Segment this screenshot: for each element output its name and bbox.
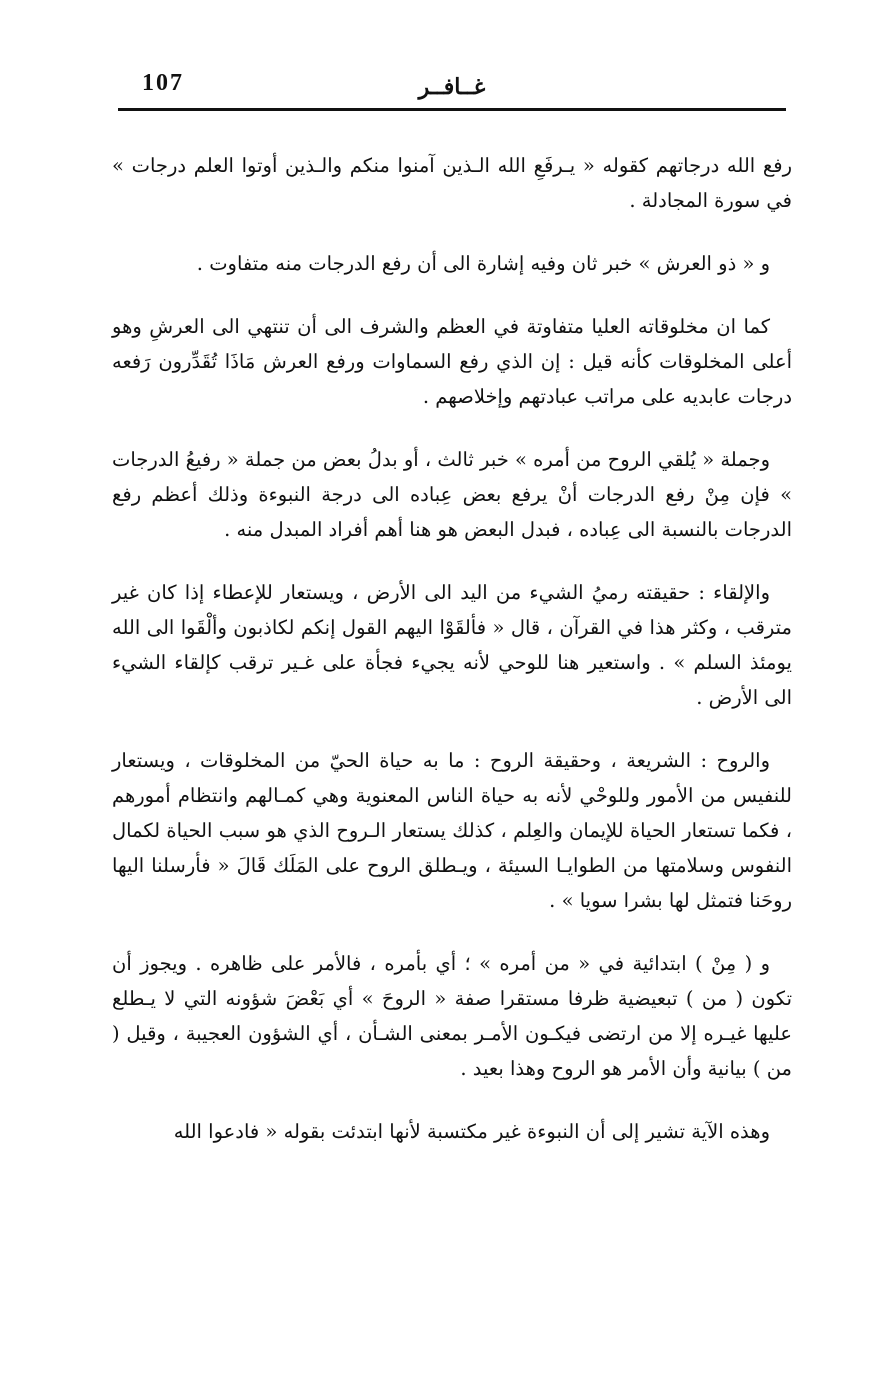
paragraph: وجملة « يُلقي الروح من أمره » خبر ثالث ، أو بدلُ بعض من جملة « رفيعُ الدرجات » فإن مِنْ رفع الدرجات أنْ يرفع بعض عِباده الى درجة النبوءة وذلك أعظم رفع الدرجات بالنسبة الى عِباده ، فبدل البعض هو هنا أهم أفراد المبدل منه . <box>112 448 792 541</box>
surah-title: غــافــر <box>418 74 486 100</box>
paragraph: رفع الله درجاتهم كقوله « يـرفَعِ الله الـذين آمنوا منكم والـذين أوتوا العلم درجات » في سورة المجادلة . <box>112 154 792 212</box>
paragraph: و « ذو العرش » خبر ثان وفيه إشارة الى أن رفع الدرجات منه متفاوت . <box>196 252 770 275</box>
body-text <box>112 148 792 1177</box>
paragraph: والروح : الشريعة ، وحقيقة الروح : ما به حياة الحيّ من المخلوقات ، ويستعار للنفيس من الأمور وللوحْي لأنه به حياة الناس المعنوية وهي كمـالهم وانتظام أمورهم ، فكما تستعار الحياة للإيمان والعِلم ، كذلك يستعار الـروح الذي هو سبب الحياة لكمال النفوس وسلامتها من الطوايـا السيئة ، ويـطلق الروح على المَلَك قَالَ « فأرسلنا اليها روحَنا فتمثل لها بشرا سويا » . <box>112 749 792 912</box>
paragraph: و ( مِنْ ) ابتدائية في « من أمره » ؛ أي بأمره ، فالأمر على ظاهره . ويجوز أن تكون ( من ) تبعيضية ظرفا مستقرا صفة « الروحَ » أي بَعْضَ شؤونه التي لا يـطلع عليها غيـره إلا من ارتضى فيكـون الأمـر بمعنى الشـأن ، أي الشؤون العجيبة ، وقيل ( من ) بيانية وأن الأمر هو الروح وهذا بعيد . <box>112 952 792 1080</box>
page-number: 107 <box>142 70 184 96</box>
paragraph: كما ان مخلوقاته العليا متفاوتة في العظم والشرف الى أن تنتهي الى العرشِ وهو أعلى المخلوقات كأنه قيل : إن الذي رفع السماوات ورفع العرش مَاذَا تُقَدِّرون رَفعه درجات عابديه على مراتب عبادتهم وإخلاصهم . <box>112 315 792 408</box>
paragraph: والإلقاء : حقيقته رميُ الشيء من اليد الى الأرض ، ويستعار للإعطاء إذا كان غير مترقب ، وكثر هذا في القرآن ، قال « فألقَوْا اليهم القول إنكم لكاذبون وألْقَوا الى الله يومئذ السلم » . واستعير هنا للوحي لأنه يجيء فجأة على غـير ترقب كإلقاء الشيء الى الأرض . <box>112 581 792 709</box>
paragraph: وهذه الآية تشير إلى أن النبوءة غير مكتسبة لأنها ابتدئت بقوله « فادعوا الله <box>173 1120 770 1143</box>
page-header <box>118 64 786 111</box>
